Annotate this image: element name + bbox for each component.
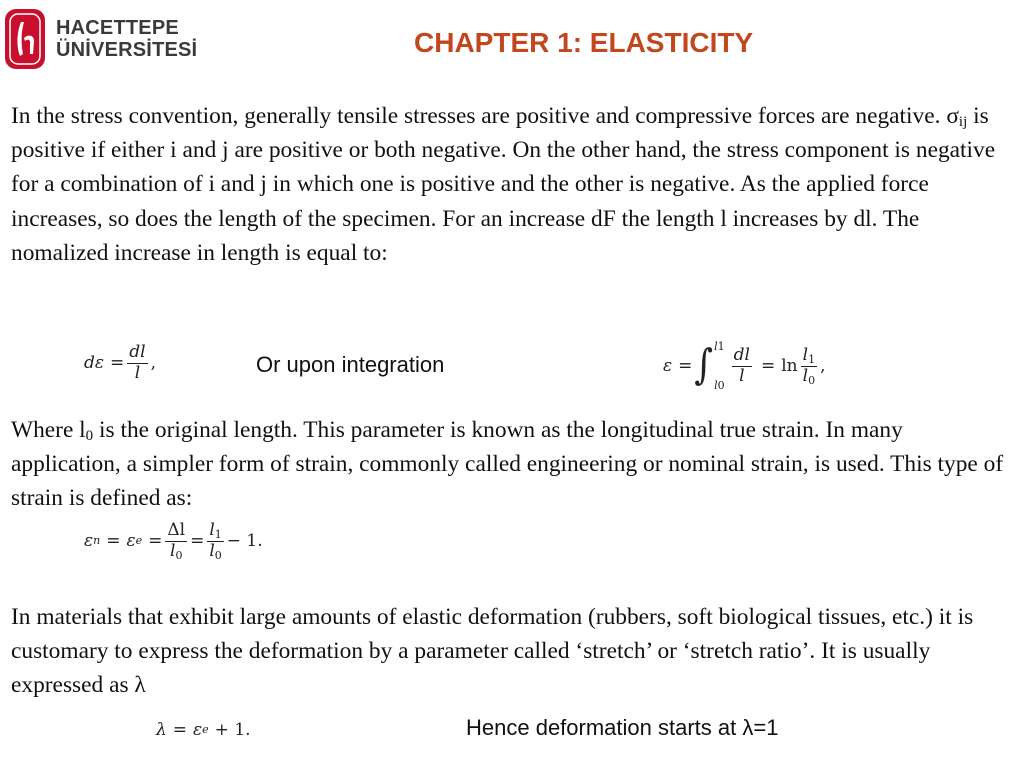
eq2-integral: [694, 340, 724, 392]
delta-l: Δl: [167, 520, 186, 540]
upper-limit-base: l: [714, 340, 718, 353]
integral-sign: ∫: [694, 341, 714, 389]
page-title: CHAPTER 1: ELASTICITY: [414, 27, 754, 58]
paragraph-2-rest: is the original length. This parameter is known as the longitudinal true strain. In many application, a simpler form of strain, commonly called engineering or nominal strain, is used. This type of strain is defined as:: [11, 417, 1004, 512]
eq2-ratio-numerator: [801, 344, 817, 367]
upper-limit-sub: 1: [717, 340, 725, 353]
sigma-symbol: σ: [946, 103, 959, 129]
eq4-epsilon: ε: [193, 720, 203, 740]
eq3-ratio-denominator: [207, 542, 223, 561]
ratio-num-sub: 1: [808, 352, 816, 366]
university-logo: [4, 8, 197, 70]
eq3-equals-1: =: [106, 531, 121, 552]
eq2-ratio-denominator: [801, 367, 817, 386]
equation-strain-differential: [84, 344, 156, 383]
eq3-fraction-ratio: [207, 522, 223, 561]
eq2-equals-2: =: [761, 356, 776, 376]
paragraph-true-strain: [11, 413, 1017, 516]
equation-engineering-strain: ε n = ε e = $\frac{\Delta l}{l_0}$ = $\frac{l_1}{l_0}$ − 1.: [84, 520, 263, 562]
eq3-epsilon-e: ε: [126, 531, 136, 552]
eq2-denominator: l: [739, 365, 745, 386]
ratio2-den-sub: 0: [214, 548, 222, 562]
hacettepe-emblem-icon: [4, 8, 46, 70]
ratio2-num-sub: 1: [214, 528, 222, 541]
eq1-numerator: dl: [129, 342, 146, 362]
eq3-fraction-delta: [165, 522, 187, 561]
lower-limit-sub: 0: [717, 379, 725, 392]
delta-den-base: l: [170, 540, 176, 561]
ratio2-den-base: l: [209, 540, 215, 561]
eq3-ratio-numerator: [207, 522, 223, 542]
eq3-equals-3: =: [190, 531, 205, 552]
equation-stretch: λ = ε e + 1.: [156, 720, 251, 740]
integral-limits: [714, 340, 725, 392]
eq1-fraction: [127, 344, 147, 383]
integral-lower-limit: [714, 379, 725, 392]
ratio-den-sub: 0: [808, 373, 816, 387]
lower-limit-base: l: [714, 379, 718, 392]
eq3-delta-denominator: [168, 542, 184, 561]
eq3-equals-2: =: [148, 531, 163, 552]
paragraph-stretch-ratio: In materials that exhibit large amounts of elastic deformation (rubbers, soft biological tissues, etc.) it is customary to express the deformation by a parameter called ‘stretch’ or ‘stretch ratio’. It is usually expressed as λ: [11, 604, 974, 699]
paragraph-2-lead: Where l: [11, 417, 86, 443]
eq4-equals: =: [172, 720, 188, 740]
eq1-equals: =: [110, 353, 125, 374]
ratio2-num-base: l: [209, 520, 215, 540]
paragraph-1-rest: is positive if either i and j are positive or both negative. On the other hand, the stress component is negative for a combination of i and j in which one is positive and the other is negative. As the applied force increases, so does the length of the specimen. For an increase dF the length l increases by dl. The nomalized increase in length is equal to:: [11, 103, 996, 266]
eq4-plus-one: + 1.: [214, 720, 251, 740]
integral-upper-limit: [714, 340, 725, 353]
logo-wordmark: [56, 17, 197, 61]
eq3-delta-numerator: [165, 522, 187, 542]
note-integration: Or upon integration: [256, 352, 445, 377]
eq2-numerator: dl: [733, 344, 750, 365]
length-subscript: 0: [85, 428, 94, 444]
eq4-lambda: λ: [156, 720, 167, 740]
eq1-lhs: dε: [84, 353, 105, 374]
ratio-num-base: l: [802, 344, 809, 365]
logo-line-1: HACETTEPE: [56, 17, 179, 39]
eq2-comma: ,: [820, 356, 826, 376]
eq2-equals: =: [678, 356, 693, 376]
eq2-ln: ln: [781, 356, 798, 376]
eq3-minus-one: − 1.: [226, 531, 263, 552]
eq2-lhs: ε: [663, 356, 673, 376]
eq1-comma: ,: [150, 353, 156, 374]
logo-line-2: ÜNİVERSİTESİ: [56, 39, 198, 61]
equation-true-strain: [663, 340, 825, 392]
delta-den-sub: 0: [175, 548, 183, 562]
paragraph-1-lead: In the stress convention, generally tensile stresses are positive and compressive forces are negative.: [11, 103, 947, 129]
eq2-fraction-ratio: [801, 344, 817, 387]
paragraph-stress-convention: [11, 99, 1017, 270]
eq3-epsilon-n: ε: [84, 531, 94, 552]
eq1-denominator: l: [134, 362, 141, 383]
ratio-den-base: l: [802, 365, 809, 386]
note-deformation-start: Hence deformation starts at λ=1: [466, 715, 779, 740]
eq2-fraction-dl: [732, 344, 752, 386]
sigma-subscript: ij: [958, 114, 968, 130]
